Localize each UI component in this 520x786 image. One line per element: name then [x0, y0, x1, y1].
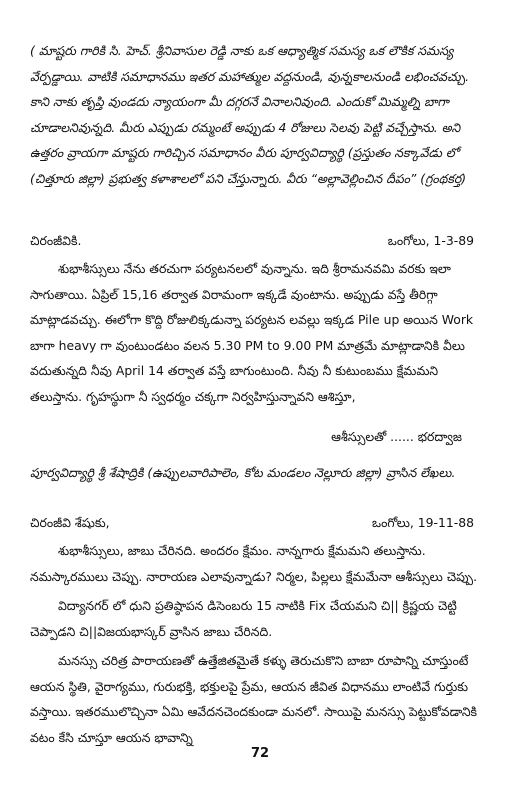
letter2-salutation: చిరంజీవి శేషుకు,	[30, 515, 110, 530]
letter1-signoff: ఆశీస్సులతో ...... భరద్వాజ	[331, 429, 462, 444]
letter2-paragraphs	[30, 538, 492, 750]
letter1-body-block	[30, 256, 492, 409]
letter2-para3: మనస్సు చరిత్ర పారాయణతో ఉత్తేజితమైతే కళ్ళు తెరుచుకొని బాబా రూపాన్ని చూస్తుంటే ఆయన స్థితి, వైరాగ్యము, గురుభక్తి, భక్తులపై ప్రేమ, ఆయన జీవిత విధానము లాంటివే గుర్తుకు వస్తాయి. ఇతరములొచ్చినా ఏమి ఆవేదనచెందకుండా మనలో. సాయిపై మనస్సు పెట్టుకోవడానికి వటం కేసి చూస్తూ ఆయన భావాన్ని	[30, 653, 477, 745]
letter1-header	[30, 228, 492, 254]
letter2-para2: విద్యానగర్ లో ధుని ప్రతిష్ఠాపన డిసెంబరు 15 నాటికి Fix చేయమని చి|| క్రిష్ణయ చెట్టి చెప్పాడని చి||విజయభాస్కర్ వ్రాసిన జాబు చేరినది.	[30, 598, 457, 639]
letter2-intro: పూర్వవిద్యార్థి శ్రీ శేషాద్రికి (ఉప్పులవారిపాలెం, కోట మండలం నెల్లూరు జిల్లా) వ్రాసిన లేఖలు.	[30, 465, 456, 480]
letter2-intro-block	[30, 460, 492, 486]
letter2-header	[30, 510, 492, 536]
letter1-body: శుభాశీస్సులు నేను తరచుగా పర్యటనలలో వున్నాను. ఇది శ్రీరామనవమి వరకు ఇలా సాగుతాయి. ఏప్రిల్ 15,16 తర్వాత విరామంగా ఇక్కడే వుంటాను. అప్పుడు వస్తే తీరిగ్గా మాట్లాడవచ్చు. ఈలోగా కొద్ది రోజులిక్కడున్నా పర్యటన లవల్లు ఇక్కడ Pile up అయిన Work బాగా heavy గా వుంటుండటం వలన 5.30 PM to 9.00 PM మాత్రమే మాట్లాడానికి వీలు వదుతున్నది నీవు April 14 తర్వాత వస్తే బాగుంటుంది. నీవు నీ కుటుంబము క్షేమమని తలుస్తాను. గృహస్థుగా నీ స్వధర్మం చక్కగా నిర్వహిస్తున్నావని ఆశిస్తూ,	[30, 261, 474, 404]
letter1-intro: ( మాష్టరు గారికి సి. హెచ్. శ్రీనివాసుల రెడ్డి నాకు ఒక ఆధ్యాత్మిక సమస్య ఒక లౌకిక సమస్య వేర్పడ్డాయి. వాటికి సమాధానము ఇతర మహాత్ముల వద్దనుండి, వున్నకాలనుండి లభించవచ్చు. కాని నాకు తృప్తి వుండదు న్యాయంగా మీ దగ్గరనే వినాలనివుంది. ఎందుకో మిమ్మల్ని బాగా చూడాలనివున్నది. మీరు ఎప్పుడు రమ్మంటే అప్పుడు 4 రోజులు సెలవు పెట్టి వచ్చేస్తాను. అని ఉత్తరం వ్రాయగా మాష్టరు గారిచ్చిన సమాధానం వీరు పూర్వవిద్యార్థి (ప్రస్తుతం నక్కావేడు లో (చిత్తూరు జిల్లా) ప్రభుత్వ కళాశాలలో పని చేస్తున్నారు. వీరు “అల్లావెల్లించిన దీపం” (గ్రంథకర్త)	[30, 43, 470, 186]
letter1-place-date: ఒంగోలు, 1-3-89	[387, 233, 474, 248]
letter1-signoff-block	[30, 424, 492, 450]
page-number: 72	[250, 746, 270, 761]
letter2-para1: శుభాశీస్సులు, జాబు చేరినది. అందరం క్షేమం. నాన్నగారు క్షేమమని తలుస్తాను. నమస్కారములు చెప్పు. నారాయణ ఎలావున్నాడు? నిర్మల, పిల్లలు క్షేమమేనా ఆశీస్సులు చెప్పు.	[30, 543, 478, 584]
letter2-place-date: ఒంగోలు, 19-11-88	[372, 515, 474, 530]
letter1-salutation: చిరంజీవికి.	[30, 233, 82, 248]
letter1-intro-block	[30, 38, 492, 191]
